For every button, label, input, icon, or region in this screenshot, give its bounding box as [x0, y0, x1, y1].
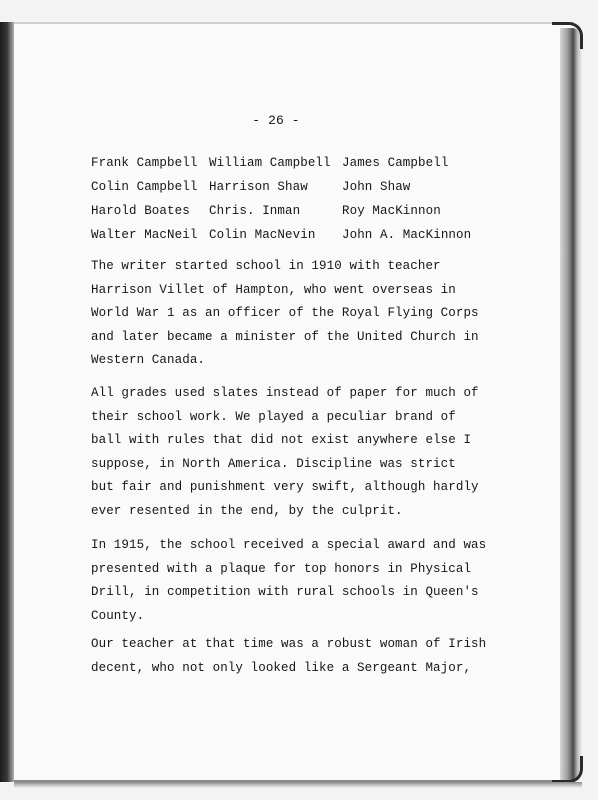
names-row: [91, 202, 551, 226]
names-table: [91, 154, 551, 250]
name-cell: Walter MacNeil: [91, 228, 198, 242]
text-line: County.: [91, 608, 145, 623]
page-number: - 26 -: [252, 113, 300, 128]
text-line: Our teacher at that time was a robust woman of Irish: [91, 637, 487, 651]
text-line: In 1915, the school received a special award and was: [91, 538, 487, 552]
text-line: The writer started school in 1910 with teacher: [91, 259, 441, 273]
text-line: World War 1 as an officer of the Royal Flying Corps: [91, 306, 479, 320]
text-line: but fair and punishment very swift, although hardly: [91, 480, 479, 494]
name-cell: James Campbell: [342, 156, 449, 170]
name-cell: Harold Boates: [91, 204, 190, 218]
text-line: and later became a minister of the United Church in: [91, 329, 479, 344]
text-line: ball with rules that did not exist anywhere else I: [91, 433, 472, 447]
names-row: [91, 154, 551, 178]
text-line: decent, who not only looked like a Sergeant Major,: [91, 660, 472, 675]
paragraph-award: [91, 534, 551, 628]
page-bottom-shadow: [14, 782, 582, 788]
text-line: their school work. We played a peculiar brand of: [91, 409, 456, 424]
names-row: [91, 178, 551, 202]
text-line: suppose, in North America. Discipline was strict: [91, 456, 456, 471]
binder-corner-bottom: [552, 756, 583, 783]
paragraph-school-start: [91, 255, 551, 373]
text-line: ever resented in the end, by the culprit.: [91, 503, 403, 518]
name-cell: Harrison Shaw: [209, 180, 308, 194]
name-cell: John Shaw: [342, 180, 411, 194]
binder-corner-top: [552, 22, 583, 49]
name-cell: Roy MacKinnon: [342, 204, 441, 218]
name-cell: Colin Campbell: [91, 180, 198, 194]
text-line: Drill, in competition with rural schools in Queen's: [91, 585, 479, 599]
text-line: Western Canada.: [91, 353, 206, 367]
paragraph-teacher: [91, 633, 551, 680]
text-line: presented with a plaque for top honors in Physical: [91, 561, 472, 576]
name-cell: Chris. Inman: [209, 204, 301, 218]
text-line: Harrison Villet of Hampton, who went overseas in: [91, 282, 456, 297]
text-line: All grades used slates instead of paper for much of: [91, 386, 479, 400]
names-row: [91, 226, 551, 250]
name-cell: Frank Campbell: [91, 156, 198, 170]
paragraph-slates: [91, 382, 551, 523]
binder-right-edge: [560, 28, 582, 782]
name-cell: Colin MacNevin: [209, 228, 316, 242]
name-cell: William Campbell: [209, 156, 331, 170]
name-cell: John A. MacKinnon: [342, 228, 472, 242]
